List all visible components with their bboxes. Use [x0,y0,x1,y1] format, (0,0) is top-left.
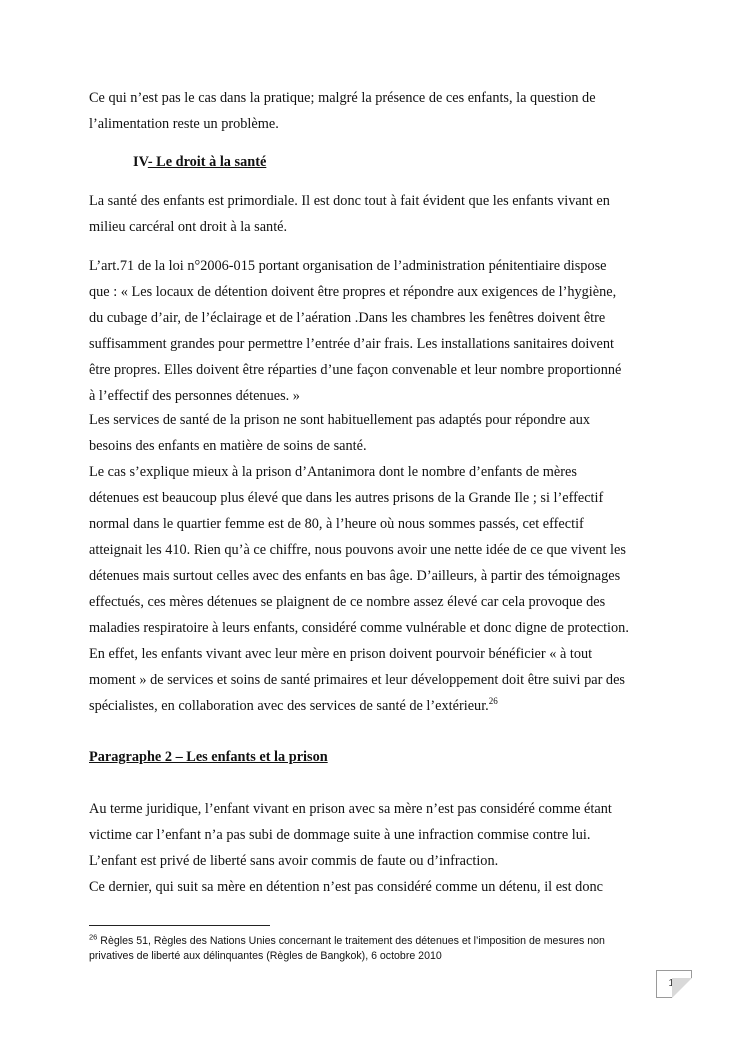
footnote-number: 26 [89,932,98,942]
paragraph-line: victime car l’enfant n’a pas subi de dommage suite à une infraction commise contre lui. [89,827,591,843]
paragraph-line: Le cas s’explique mieux à la prison d’Antanimora dont le nombre d’enfants de mères [89,464,577,480]
page-number: 12 [668,978,680,989]
paragraph-line: détenues mais surtout celles avec des enfants en bas âge. D’ailleurs, à partir des témoignages [89,568,621,584]
paragraph-line: En effet, les enfants vivant avec leur mère en prison doivent pourvoir bénéficier « à tout [89,646,593,662]
paragraph-line: que : « Les locaux de détention doivent être propres et répondre aux exigences de l’hygiène, [89,284,617,300]
paragraph-line: milieu carcéral ont droit à la santé. [89,219,288,235]
section-heading-iv [133,153,266,171]
paragraph-line: détenues est beaucoup plus élevé que dans les autres prisons de la Grande Ile ; si l’effectif [89,490,604,506]
paragraph-2-heading: Paragraphe 2 – Les enfants et la prison [89,749,328,765]
page-curl-icon [672,978,692,998]
footnote-reference[interactable]: 26 [488,696,498,707]
paragraph-line: suffisamment grandes pour permettre l’entrée d’air frais. Les installations sanitaires doivent [89,336,614,352]
paragraph-line: L’art.71 de la loi n°2006-015 portant organisation de l’administration pénitentiaire dispose [89,258,607,274]
paragraph-line-with-footnote [89,697,498,715]
paragraph-line: être propres. Elles doivent être réparties d’une façon convenable et leur nombre proportionné [89,362,622,378]
paragraph-text: spécialistes, en collaboration avec des services de santé de l’extérieur. [89,698,489,714]
paragraph-line: maladies respiratoire à leurs enfants, considéré comme vulnérable et donc digne de protection. [89,620,629,636]
paragraph-line: moment » de services et soins de santé primaires et leur développement doit être suivi par des [89,672,625,688]
paragraph-line: L’enfant est privé de liberté sans avoir commis de faute ou d’infraction. [89,853,499,869]
paragraph-line: du cubage d’air, de l’éclairage et de l’aération .Dans les chambres les fenêtres doivent être [89,310,606,326]
paragraph-line: Ce dernier, qui suit sa mère en détention n’est pas considéré comme un détenu, il est donc [89,879,603,895]
paragraph-line: effectués, ces mères détenues se plaignent de ce nombre assez élevé car cela provoque des [89,594,606,610]
footnote-line [89,934,605,948]
paragraph-line: La santé des enfants est primordiale. Il est donc tout à fait évident que les enfants vivant en [89,193,610,209]
footnote-line: privatives de liberté aux délinquantes (Règles de Bangkok), 6 octobre 2010 [89,950,442,962]
paragraph-line: Ce qui n’est pas le cas dans la pratique; malgré la présence de ces enfants, la question de [89,90,596,106]
footnote-separator [89,925,270,926]
paragraph-line: Au terme juridique, l’enfant vivant en prison avec sa mère n’est pas considéré comme étant [89,801,612,817]
section-title: - Le droit à la santé [147,154,267,170]
paragraph-line: à l’effectif des personnes détenues. » [89,388,300,404]
paragraph-line: atteignait les 410. Rien qu’à ce chiffre, nous pouvons avoir une nette idée de ce que vivent les [89,542,626,558]
page-number-box [656,970,692,998]
paragraph-line: normal dans le quartier femme est de 80, à l’heure où nous sommes passés, cet effectif [89,516,584,532]
footnote-text: Règles 51, Règles des Nations Unies concernant le traitement des détenues et l’imposition de mesures non [97,935,605,947]
paragraph-line: Les services de santé de la prison ne sont habituellement pas adaptés pour répondre aux [89,412,591,428]
paragraph-line: l’alimentation reste un problème. [89,116,279,132]
paragraph-line: besoins des enfants en matière de soins de santé. [89,438,367,454]
section-number: IV [133,154,148,170]
